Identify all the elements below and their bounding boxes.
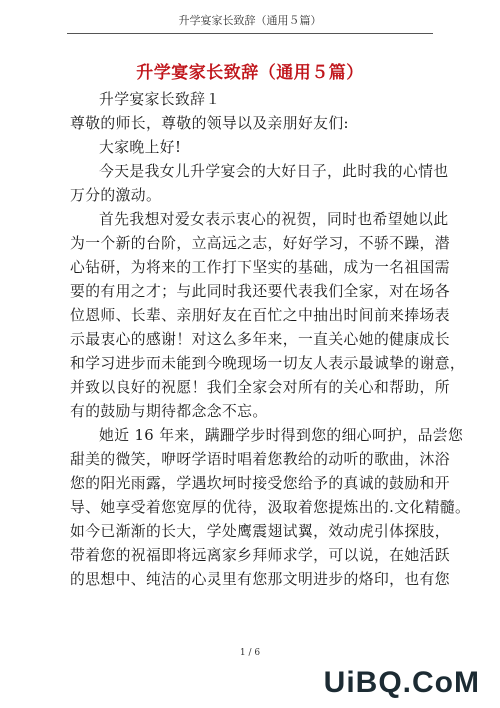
body-line: 万分的激动。 [70,187,162,204]
body-line: 如今已渐渐的长大，学处鹰震翅试翼，效动虎引体探肢， [70,523,450,540]
body-line: 大家晚上好! [99,139,182,156]
body-line: 的思想中、纯洁的心灵里有您那文明进步的烙印，也有您 [70,571,450,588]
body-line: 心钻研，为将来的工作打下坚实的基础，成为一名祖国需 [70,259,450,276]
page-header [0,0,500,42]
body-line: 位恩师、长辈、亲朋好友在百忙之中抽出时间前来捧场表 [70,307,450,324]
body-line: 带着您的祝福即将远离家乡拜师求学，可以说，在她活跃 [70,547,450,564]
body-line: 她近 16 年来，蹒跚学步时得到您的细心呵护，品尝您 [99,427,464,444]
body-line: 并致以良好的祝愿！我们全家会对所有的关心和帮助，所 [70,379,450,396]
body-line: 有的鼓励与期待都念念不忘。 [70,403,268,420]
body-line: 首先我想对爱女表示衷心的祝贺，同时也希望她以此 [99,211,449,228]
body-line: 为一个新的台阶，立高远之志，好好学习，不骄不躁，潜 [70,235,450,252]
site-watermark-logo: UiBQ.CoM [323,666,480,699]
body-line: 升学宴家长致辞１ [99,91,221,108]
body-line: 今天是我女儿升学宴会的大好日子，此时我的心情也 [99,163,449,180]
body-line: 导、她享受着您宽厚的优待，汲取着您提炼出的.文化精髓。 [70,499,471,516]
body-line: 甜美的微笑，咿呀学语时唱着您教给的动听的歌曲，沐浴 [70,451,450,468]
body-line: 和学习进步而未能到今晚现场一切友人表示最诚挚的谢意， [70,355,466,372]
header-divider [67,33,433,34]
body-line: 示最衷心的感谢！对这么多年来，一直关心她的健康成长 [70,331,450,348]
body-line: 要的有用之才；与此同时我还要代表我们全家，对在场各 [70,283,450,300]
running-header-title: 升学宴家长致辞（通用５篇） [178,14,322,27]
page-indicator: 1 / 6 [239,648,261,658]
document-body [70,88,471,592]
body-line: 尊敬的师长，尊敬的领导以及亲朋好友们: [70,115,349,132]
document-title: 升学宴家长致辞（通用５篇） [136,63,364,83]
body-line: 您的阳光雨露，学遇坎坷时接受您给予的真诚的鼓励和开 [70,475,450,492]
